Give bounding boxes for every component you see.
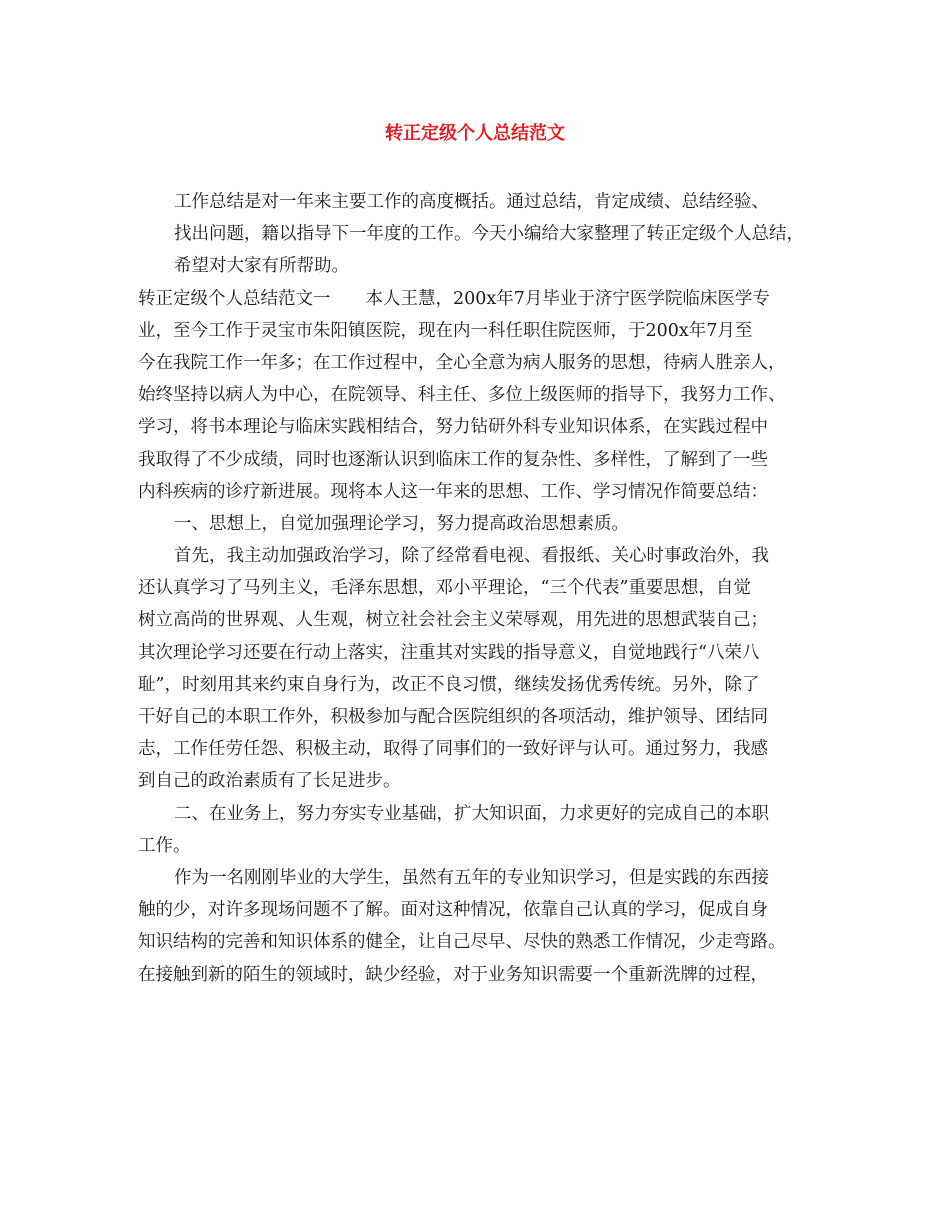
text-line: 内科疾病的诊疗新进展。现将本人这一年来的思想、工作、学习情况作简要总结： [138,481,768,502]
text-line: 干好自己的本职工作外，积极参加与配合医院组织的各项活动，维护领导、团结同 [138,707,768,727]
document-title: 转正定级个人总结范文 [385,123,565,144]
text-line: 转正定级个人总结范文一 本人王慧，200x年7月毕业于济宁医学院临床医学专 [138,288,770,309]
text-line: 其次理论学习还要在行动上落实，注重其对实践的指导意义，自觉地践行“八荣八 [138,642,760,663]
text-line: 我取得了不少成绩，同时也逐渐认识到临床工作的复杂性、多样性，了解到了一些 [138,449,768,470]
text-line: 到自己的政治素质有了长足进步。 [138,771,401,792]
text-line: 一、思想上，自觉加强理论学习，努力提高政治思想素质。 [174,513,629,534]
text-line: 在接触到新的陌生的领域时，缺少经验，对于业务知识需要一个重新洗牌的过程， [138,964,768,985]
text-line: 希望对大家有所帮助。 [174,256,349,277]
text-line: 学习，将书本理论与临床实践相结合，努力钻研外科专业知识体系，在实践过程中 [138,417,768,438]
text-line: 知识结构的完善和知识体系的健全，让自己尽早、尽快的熟悉工作情况，少走弯路。 [138,932,786,953]
text-line: 还认真学习了马列主义，毛泽东思想，邓小平理论，“三个代表”重要思想，自觉 [138,578,751,599]
document-body [138,186,828,991]
text-line: 找出问题，籍以指导下一年度的工作。今天小编给大家整理了转正定级个人总结， [174,224,804,245]
text-line: 作为一名刚刚毕业的大学生，虽然有五年的专业知识学习，但是实践的东西接 [174,867,769,888]
text-line: 树立高尚的世界观、人生观，树立社会社会主义荣辱观，用先进的思想武装自己； [138,610,768,631]
text-line: 始终坚持以病人为中心，在院领导、科主任、多位上级医师的指导下，我努力工作、 [138,385,786,406]
text-line: 首先，我主动加强政治学习，除了经常看电视、看报纸、关心时事政治外，我 [174,546,769,567]
text-line: 业，至今工作于灵宝市朱阳镇医院，现在内一科任职住院医师，于200x年7月至 [138,320,753,341]
text-line: 工作。 [138,835,191,856]
text-line: 志，工作任劳任怨、积极主动，取得了同事们的一致好评与认可。通过努力，我感 [138,739,768,760]
text-line: 今在我院工作一年多；在工作过程中，全心全意为病人服务的思想，待病人胜亲人， [138,352,786,373]
text-line: 触的少，对许多现场问题不了解。面对这种情况，依靠自己认真的学习，促成自身 [138,900,768,921]
text-line: 工作总结是对一年来主要工作的高度概括。通过总结，肯定成绩、总结经验、 [174,192,769,212]
text-line: 二、在业务上，努力夯实专业基础，扩大知识面，力求更好的完成自己的本职 [174,803,769,824]
text-line: 耻”，时刻用其来约束自身行为，改正不良习惯，继续发扬优秀传统。另外，除了 [138,674,760,695]
